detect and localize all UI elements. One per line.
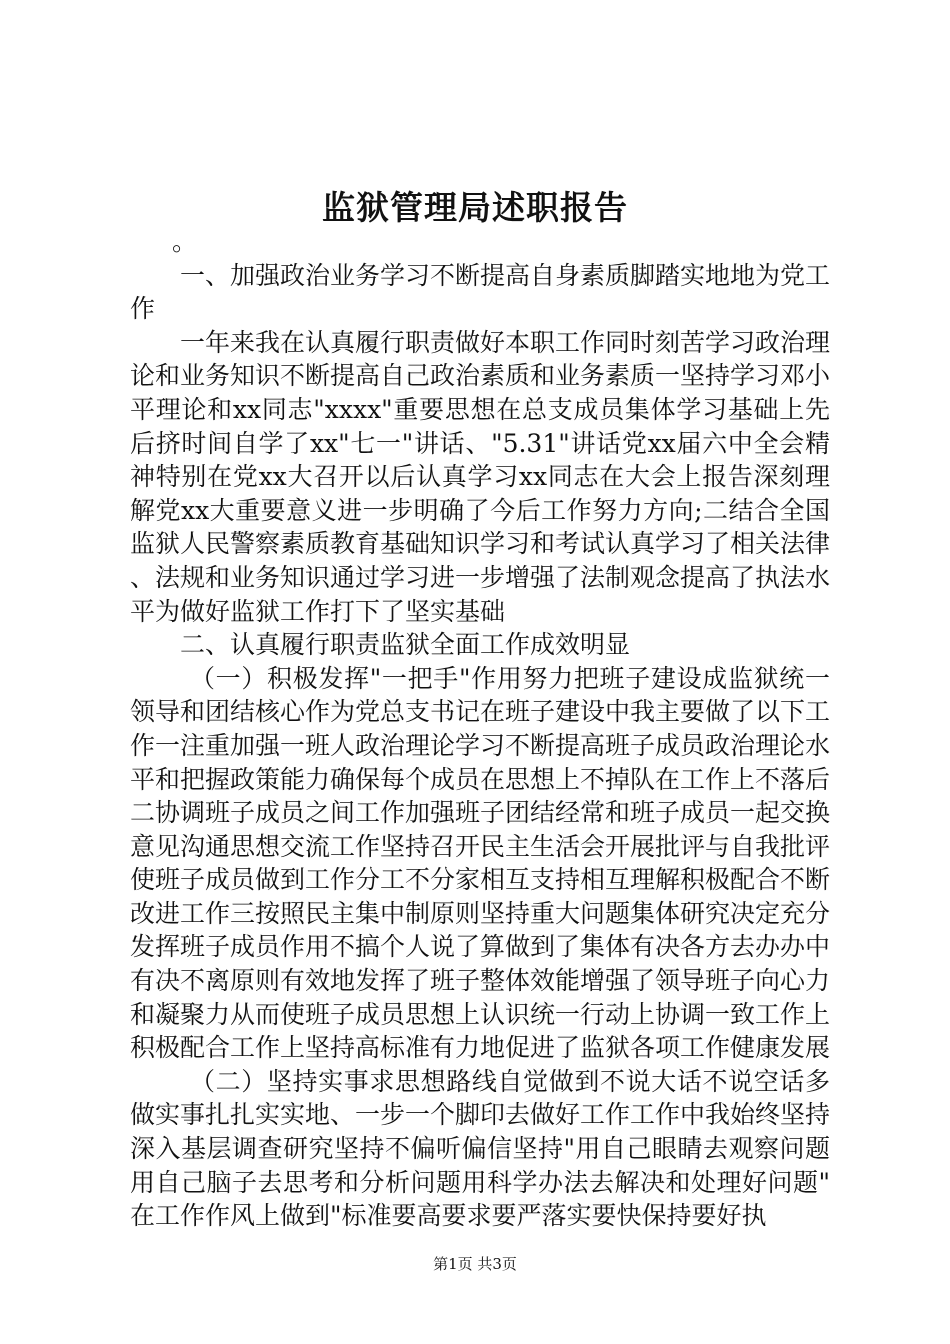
paragraph-work-style: （二）坚持实事求思想路线自觉做到不说大话不说空话多做实事扎扎实实地、一步一个脚印去做好工作工作中我始终坚持深入基层调查研究坚持不偏听偏信坚持"用自己眼睛去观察问题用自己脑子去思考和分析问题用科学办法去解决和处理好问题"在工作作风上做到"标准要高要求要严落实要快保持要好执 (130, 1066, 831, 1231)
section-heading-1: 一、加强政治业务学习不断提高自身素质脚踏实地地为党工作 (130, 260, 831, 324)
leading-punctuation: 。 (172, 227, 198, 256)
document-title: 监狱管理局述职报告 (322, 188, 628, 227)
page-footer: 第1页 共3页 (433, 1255, 517, 1273)
paragraph-leadership: （一）积极发挥"一把手"作用努力把班子建设成监狱统一领导和团结核心作为党总支书记在班子建设中我主要做了以下工作一注重加强一班人政治理论学习不断提高班子成员政治理论水平和把握政策能力确保每个成员在思想上不掉队在工作上不落后二协调班子成员之间工作加强班子团结经常和班子成员一起交换意见沟通思想交流工作坚持召开民主生活会开展批评与自我批评使班子成员做到工作分工不分家相互支持相互理解积极配合不断改进工作三按照民主集中制原则坚持重大问题集体研究决定充分发挥班子成员作用不搞个人说了算做到了集体有决各方去办办中有决不离原则有效地发挥了班子整体效能增强了领导班子向心力和凝聚力从而使班子成员思想上认识统一行动上协调一致工作上积极配合工作上坚持高标准有力地促进了监狱各项工作健康发展 (130, 663, 831, 1063)
section-heading-2: 二、认真履行职责监狱全面工作成效明显 (180, 630, 631, 660)
paragraph-study: 一年来我在认真履行职责做好本职工作同时刻苦学习政治理论和业务知识不断提高自己政治素质和业务素质一坚持学习邓小平理论和xx同志"xxxx"重要思想在总支成员集体学习基础上先后挤时间自学了xx"七一"讲话、"5.31"讲话党xx届六中全会精神特别在党xx大召开以后认真学习xx同志在大会上报告深刻理解党xx大重要意义进一步明确了今后工作努力方向;二结合全国监狱人民警察素质教育基础知识学习和考试认真学习了相关法律、法规和业务知识通过学习进一步增强了法制观念提高了执法水平为做好监狱工作打下了坚实基础 (130, 327, 831, 626)
document-body (130, 225, 830, 1233)
